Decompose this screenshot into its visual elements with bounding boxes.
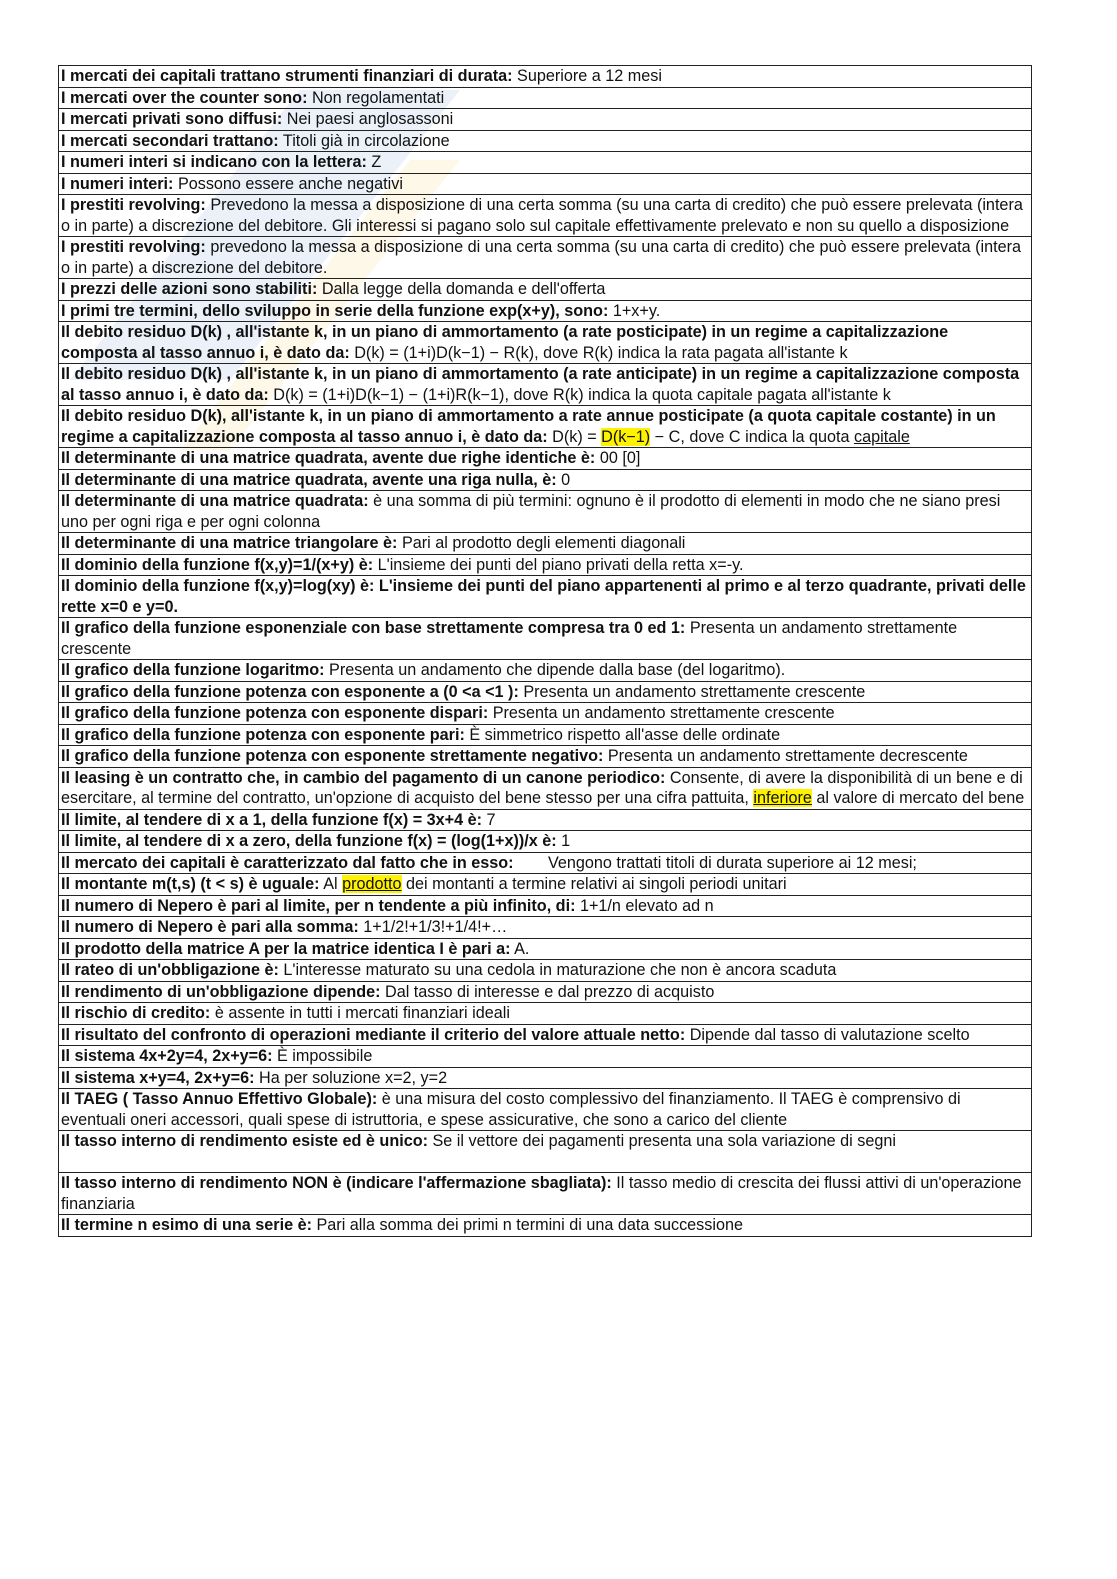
question-text: I prestiti revolving:: [61, 196, 206, 214]
table-row: [59, 1131, 1032, 1173]
question-text: Il dominio della funzione f(x,y)=1/(x+y) è:: [61, 555, 374, 574]
table-cell: [59, 576, 1032, 618]
answer-text: prevedono la messa a disposizione di una certa somma (su una carta di credito) che può essere prelevata (intera o in parte) a discrezione del debitore.: [61, 238, 1022, 277]
table-row: [59, 660, 1032, 682]
table-row: [59, 533, 1032, 555]
answer-text: Consente, di avere la disponibilità di un bene e di esercitare, al termine del contratto, un'opzione di acquisto del bene stesso per una cifra pattuita,: [61, 768, 1023, 807]
table-cell: [59, 448, 1032, 470]
table-row: [59, 554, 1032, 576]
table-cell: [59, 852, 1032, 874]
table-cell: [59, 874, 1032, 896]
answer-text: Superiore a 12 mesi: [517, 67, 662, 85]
answer-text: L'insieme dei punti del piano privati della retta x=-y.: [377, 555, 744, 574]
table-cell: [59, 767, 1032, 809]
table-cell: [59, 364, 1032, 406]
answer-text: è una somma di più termini: ognuno è il prodotto di elementi in modo che ne siano presi uno per ogni riga e per ogni colonna: [61, 492, 1001, 531]
question-text: Il rateo di un'obbligazione è:: [61, 961, 279, 979]
table-cell: [59, 1046, 1032, 1068]
question-text: Il grafico della funzione potenza con esponente a (0 <a <1 ):: [61, 682, 519, 701]
table-row: [59, 681, 1032, 703]
question-text: Il grafico della funzione logaritmo:: [61, 661, 325, 679]
question-text: Il leasing è un contratto che, in cambio del pagamento di un canone periodico:: [61, 768, 666, 787]
table-row: [59, 173, 1032, 195]
table-cell: [59, 491, 1032, 533]
table-row: [59, 895, 1032, 917]
answer-text: Presenta un andamento strettamente decrescente: [607, 747, 968, 765]
answer-text: è assente in tutti i mercati finanziari ideali: [214, 1004, 510, 1022]
answer-text: Non regolamentati: [311, 88, 445, 107]
table-cell: [59, 938, 1032, 960]
question-text: Il limite, al tendere di x a 1, della funzione f(x) = 3x+4 è:: [61, 810, 483, 829]
table-row: [59, 152, 1032, 174]
answer-text: L'interesse maturato su una cedola in maturazione che non è ancora scaduta: [283, 961, 837, 979]
answer-text: Vengono trattati titoli di durata superiore ai 12 mesi;: [548, 853, 917, 872]
answer-text: È impossibile: [277, 1047, 373, 1065]
table-cell: [59, 618, 1032, 660]
table-cell: [59, 279, 1032, 301]
question-text: Il limite, al tendere di x a zero, della funzione f(x) = (log(1+x))/x è:: [61, 832, 557, 850]
table-cell: [59, 300, 1032, 322]
answer-text: Nei paesi anglosassoni: [286, 110, 454, 128]
answer-text: è una misura del costo complessivo del finanziamento. Il TAEG è comprensivo di eventuali oneri accessori, quali spese di istruttoria, e spese assicurative, che sono a carico del cliente: [61, 1090, 961, 1129]
answer-text: Titoli già in circolazione: [282, 131, 450, 150]
table-row: [59, 1046, 1032, 1068]
table-cell: [59, 831, 1032, 853]
table-row: [59, 831, 1032, 853]
question-text: I numeri interi:: [61, 174, 174, 193]
table-cell: [59, 1173, 1032, 1215]
question-text: Il numero di Nepero è pari al limite, per n tendente a più infinito, di:: [61, 896, 576, 915]
table-row: [59, 938, 1032, 960]
table-cell: [59, 1024, 1032, 1046]
table-row: [59, 469, 1032, 491]
answer-text: Presenta un andamento strettamente crescente: [61, 619, 958, 658]
table-cell: [59, 1215, 1032, 1237]
table-row: [59, 1024, 1032, 1046]
table-cell: [59, 1067, 1032, 1089]
table-row: [59, 322, 1032, 364]
question-text: Il grafico della funzione potenza con esponente pari:: [61, 725, 465, 744]
question-text: Il grafico della funzione esponenziale con base strettamente compresa tra 0 ed 1:: [61, 619, 686, 637]
question-text: I mercati over the counter sono:: [61, 88, 308, 107]
answer-text: 1+1/2!+1/3!+1/4!+…: [363, 918, 508, 936]
answer-text: − C, dove C indica la quota: [650, 427, 855, 446]
answer-text: Possono essere anche negativi: [177, 174, 403, 193]
answer-text: Pari alla somma dei primi n termini di una data successione: [316, 1216, 743, 1234]
qa-table: [58, 65, 1032, 1237]
question-text: Il determinante di una matrice quadrata, avente due righe identiche è:: [61, 449, 596, 467]
question-text: Il determinante di una matrice quadrata:: [61, 492, 369, 510]
table-row: [59, 1215, 1032, 1237]
answer-text: 1: [561, 832, 571, 850]
table-row: [59, 279, 1032, 301]
table-cell: [59, 152, 1032, 174]
table-row: [59, 724, 1032, 746]
answer-text: dei montanti a termine relativi ai singoli periodi unitari: [401, 875, 787, 893]
answer-text: D(k) =: [552, 427, 602, 446]
answer-text: Il tasso medio di crescita dei flussi attivi di un'operazione finanziaria: [61, 1174, 1022, 1213]
question-text: Il sistema 4x+2y=4, 2x+y=6:: [61, 1047, 273, 1065]
question-text: Il tasso interno di rendimento NON è (indicare l'affermazione sbagliata):: [61, 1174, 612, 1192]
table-cell: [59, 87, 1032, 109]
question-text: Il termine n esimo di una serie è:: [61, 1216, 312, 1234]
table-cell: [59, 981, 1032, 1003]
table-cell: [59, 195, 1032, 237]
table-cell: [59, 1089, 1032, 1131]
table-cell: [59, 130, 1032, 152]
answer-text: 0: [561, 470, 571, 489]
highlighted-answer-text: inferiore: [753, 789, 812, 807]
table-row: [59, 1089, 1032, 1131]
question-text: Il TAEG ( Tasso Annuo Effettivo Globale):: [61, 1090, 378, 1108]
question-text: I prezzi delle azioni sono stabiliti:: [61, 280, 318, 298]
table-row: [59, 852, 1032, 874]
table-cell: [59, 746, 1032, 768]
answer-text: D(k) = (1+i)D(k−1) − R(k), dove R(k) indica la rata pagata all'istante k: [354, 343, 848, 362]
table-cell: [59, 809, 1032, 831]
answer-text: Pari al prodotto degli elementi diagonali: [401, 534, 686, 552]
answer-text: Z: [371, 153, 382, 171]
question-text: Il debito residuo D(k) , all'istante k, in un piano di ammortamento (a rate posticipate) in un regime a capitalizzazione composta al tasso annuo i, è dato da:: [61, 323, 949, 362]
question-text: Il rischio di credito:: [61, 1004, 211, 1022]
question-text: Il mercato dei capitali è caratterizzato dal fatto che in esso:: [61, 853, 514, 872]
question-text: I numeri interi si indicano con la lettera:: [61, 153, 367, 171]
table-row: [59, 874, 1032, 896]
question-text: Il dominio della funzione f(x,y)=log(xy) è: L'insieme dei punti del piano appartenenti al primo e al terzo quadrante, privati delle rette x=0 e y=0.: [61, 577, 1026, 616]
table-row: [59, 109, 1032, 131]
table-cell: [59, 960, 1032, 982]
table-row: [59, 1173, 1032, 1215]
table-row: [59, 237, 1032, 279]
question-text: Il debito residuo D(k), all'istante k, in un piano di ammortamento a rate annue posticipate (a quota capitale costante) in un regime a capitalizzazione composta al tasso annuo i, è dato da:: [61, 407, 996, 446]
question-text: Il sistema x+y=4, 2x+y=6:: [61, 1068, 255, 1087]
question-text: Il determinante di una matrice triangolare è:: [61, 534, 398, 552]
question-text: Il tasso interno di rendimento esiste ed è unico:: [61, 1132, 428, 1150]
answer-text: Se il vettore dei pagamenti presenta una sola variazione di segni: [432, 1132, 896, 1150]
table-cell: [59, 917, 1032, 939]
answer-text: A.: [514, 939, 530, 958]
table-cell: [59, 469, 1032, 491]
answer-text: Presenta un andamento che dipende dalla base (del logaritmo).: [329, 661, 786, 679]
answer-text: D(k) = (1+i)D(k−1) − (1+i)R(k−1), dove R(k) indica la quota capitale pagata all'istante k: [273, 385, 891, 404]
answer-text: 1+1/n elevato ad n: [579, 896, 714, 915]
table-row: [59, 66, 1032, 88]
blank-line: [61, 1153, 66, 1171]
table-cell: [59, 895, 1032, 917]
answer-text: Al: [323, 875, 343, 893]
table-row: [59, 618, 1032, 660]
table-cell: [59, 1003, 1032, 1025]
table-cell: [59, 173, 1032, 195]
table-cell: [59, 533, 1032, 555]
underlined-answer-text: capitale: [854, 427, 910, 446]
table-cell: [59, 660, 1032, 682]
table-row: [59, 448, 1032, 470]
table-cell: [59, 1131, 1032, 1173]
table-row: [59, 195, 1032, 237]
question-text: Il risultato del confronto di operazioni mediante il criterio del valore attuale netto:: [61, 1025, 686, 1044]
highlighted-answer-text: D(k−1): [601, 427, 651, 446]
question-text: Il debito residuo D(k) , all'istante k, in un piano di ammortamento (a rate anticipate) in un regime a capitalizzazione composta al tasso annuo i, è dato da:: [61, 365, 1020, 404]
answer-text: 7: [486, 810, 496, 829]
question-text: I prestiti revolving:: [61, 238, 206, 256]
qa-table-body: [59, 66, 1032, 1237]
table-cell: [59, 681, 1032, 703]
table-row: [59, 981, 1032, 1003]
table-row: [59, 130, 1032, 152]
question-text: Il grafico della funzione potenza con esponente strettamente negativo:: [61, 747, 604, 765]
table-row: [59, 1003, 1032, 1025]
answer-text: Prevedono la messa a disposizione di una certa somma (su una carta di credito) che può essere prelevata (intera o in parte) a discrezione del debitore. Gli interessi si pagano solo sul capitale effettivamente prelevato e non su quello a disposizione: [61, 196, 1023, 235]
table-row: [59, 703, 1032, 725]
table-row: [59, 746, 1032, 768]
table-cell: [59, 554, 1032, 576]
answer-text: Dalla legge della domanda e dell'offerta: [321, 280, 606, 298]
table-row: [59, 809, 1032, 831]
question-text: Il prodotto della matrice A per la matrice identica I è pari a:: [61, 939, 511, 958]
question-text: I primi tre termini, dello sviluppo in serie della funzione exp(x+y), sono:: [61, 301, 609, 320]
table-row: [59, 576, 1032, 618]
table-cell: [59, 724, 1032, 746]
answer-text: Presenta un andamento strettamente crescente: [523, 682, 866, 701]
question-text: I mercati dei capitali trattano strumenti finanziari di durata:: [61, 67, 513, 85]
question-text: I mercati secondari trattano:: [61, 131, 279, 150]
answer-text: Dal tasso di interesse e dal prezzo di acquisto: [385, 982, 715, 1001]
table-row: [59, 1067, 1032, 1089]
question-text: I mercati privati sono diffusi:: [61, 110, 283, 128]
table-cell: [59, 237, 1032, 279]
answer-text: È simmetrico rispetto all'asse delle ordinate: [469, 725, 781, 744]
answer-text: 00 [0]: [599, 449, 641, 467]
table-row: [59, 767, 1032, 809]
table-cell: [59, 406, 1032, 448]
answer-text: 1+x+y.: [612, 301, 661, 320]
answer-text: Presenta un andamento strettamente crescente: [492, 704, 835, 722]
answer-text: Dipende dal tasso di valutazione scelto: [689, 1025, 970, 1044]
table-cell: [59, 322, 1032, 364]
question-text: Il numero di Nepero è pari alla somma:: [61, 918, 359, 936]
answer-text: Ha per soluzione x=2, y=2: [259, 1068, 448, 1087]
highlighted-answer-text: prodotto: [342, 875, 402, 893]
table-row: [59, 364, 1032, 406]
question-text: Il determinante di una matrice quadrata, avente una riga nulla, è:: [61, 470, 557, 489]
table-row: [59, 87, 1032, 109]
question-text: Il rendimento di un'obbligazione dipende:: [61, 982, 381, 1001]
question-text: Il montante m(t,s) (t < s) è uguale:: [61, 875, 320, 893]
table-row: [59, 960, 1032, 982]
table-cell: [59, 703, 1032, 725]
table-cell: [59, 109, 1032, 131]
table-cell: [59, 66, 1032, 88]
answer-text: al valore di mercato del bene: [811, 789, 1025, 807]
table-row: [59, 917, 1032, 939]
question-text: Il grafico della funzione potenza con esponente dispari:: [61, 704, 489, 722]
table-row: [59, 406, 1032, 448]
table-row: [59, 491, 1032, 533]
table-row: [59, 300, 1032, 322]
